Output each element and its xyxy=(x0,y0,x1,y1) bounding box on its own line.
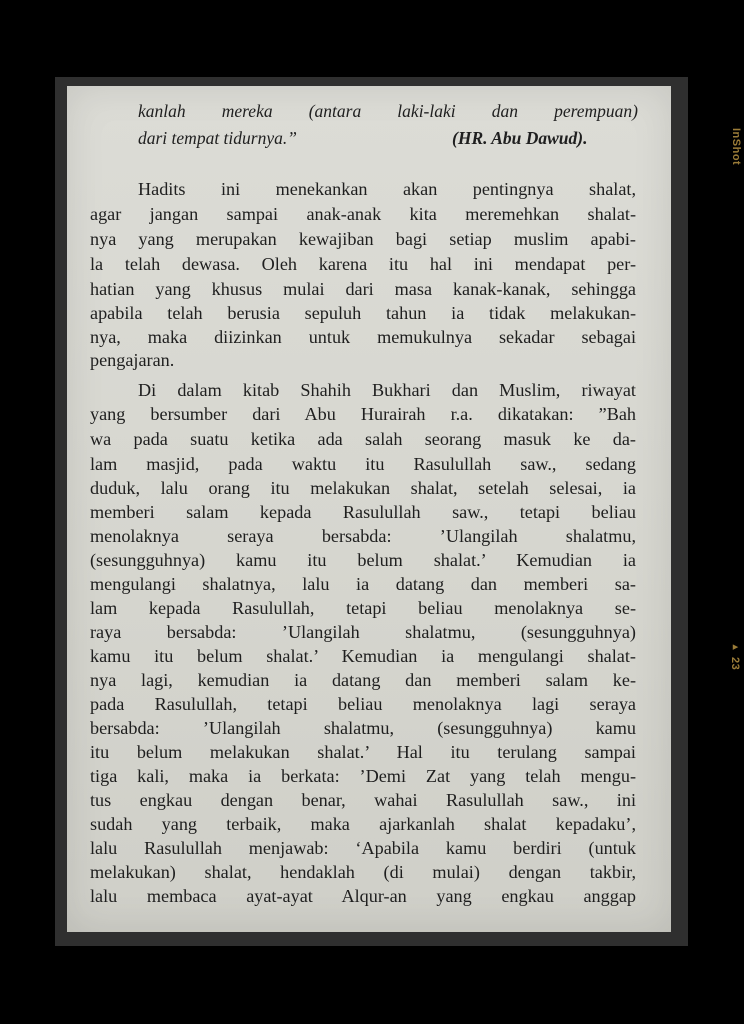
paragraph-line: itu belum melakukan shalat.’ Hal itu terulang sampai xyxy=(90,742,636,762)
paragraph-line: wa pada suatu ketika ada salah seorang masuk ke da- xyxy=(90,429,636,449)
paragraph-line: melakukan) shalat, hendaklah (di mulai) dengan takbir, xyxy=(90,862,636,882)
paragraph-line: tus engkau dengan benar, wahai Rasulullah saw., ini xyxy=(90,790,636,810)
quote-line-2: dari tempat tidurnya.” xyxy=(138,128,297,148)
paragraph-line: (sesungguhnya) kamu itu belum shalat.’ Kemudian ia xyxy=(90,550,636,570)
paragraph-line: mengulangi shalatnya, lalu ia datang dan memberi sa- xyxy=(90,574,636,594)
paragraph-line: sudah yang terbaik, maka ajarkanlah shalat kepadaku’, xyxy=(90,814,636,834)
hadith-citation: (HR. Abu Dawud). xyxy=(452,128,588,148)
paragraph-line: memberi salam kepada Rasulullah saw., tetapi beliau xyxy=(90,502,636,522)
paragraph-line: nya, maka diizinkan untuk memukulnya sekadar sebagai xyxy=(90,327,636,347)
paragraph-line: lam kepada Rasulullah, tetapi beliau menolaknya se- xyxy=(90,598,636,618)
paragraph-line: hatian yang khusus mulai dari masa kanak-kanak, sehingga xyxy=(90,279,636,299)
paragraph-line: kamu itu belum shalat.’ Kemudian ia mengulangi shalat- xyxy=(90,646,636,666)
paragraph-line: tiga kali, maka ia berkata: ’Demi Zat yang telah mengu- xyxy=(90,766,636,786)
quote-line-1: kanlah mereka (antara laki-laki dan perempuan) xyxy=(138,101,638,121)
paragraph-line: la telah dewasa. Oleh karena itu hal ini mendapat per- xyxy=(90,254,636,274)
paragraph-line: menolaknya seraya bersabda: ’Ulangilah shalatmu, xyxy=(90,526,636,546)
paragraph-line: nya yang merupakan kewajiban bagi setiap muslim apabi- xyxy=(90,229,636,249)
paragraph-line: Di dalam kitab Shahih Bukhari dan Muslim, riwayat xyxy=(138,380,636,400)
paragraph-line: lalu Rasulullah menjawab: ‘Apabila kamu berdiri (untuk xyxy=(90,838,636,858)
paragraph-line: nya lagi, kemudian ia datang dan memberi salam ke- xyxy=(90,670,636,690)
paragraph-line: pengajaran. xyxy=(90,350,175,370)
paragraph-line: agar jangan sampai anak-anak kita meremehkan shalat- xyxy=(90,204,636,224)
inshot-watermark: InShot xyxy=(730,128,742,166)
paragraph-line: pada Rasulullah, tetapi beliau menolaknya lagi seraya xyxy=(90,694,636,714)
paragraph-line: lalu membaca ayat-ayat Alqur-an yang engkau anggap xyxy=(90,886,636,906)
paragraph-line: raya bersabda: ’Ulangilah shalatmu, (sesungguhnya) xyxy=(90,622,636,642)
paragraph-line: bersabda: ’Ulangilah shalatmu, (sesungguhnya) kamu xyxy=(90,718,636,738)
page-number: ▸ 23 xyxy=(729,640,741,671)
paragraph-line: Hadits ini menekankan akan pentingnya shalat, xyxy=(138,179,636,199)
paragraph-line: duduk, lalu orang itu melakukan shalat, setelah selesai, ia xyxy=(90,478,636,498)
paragraph-line: lam masjid, pada waktu itu Rasulullah saw., sedang xyxy=(90,454,636,474)
paragraph-line: yang bersumber dari Abu Hurairah r.a. dikatakan: ”Bah xyxy=(90,404,636,424)
paragraph-line: apabila telah berusia sepuluh tahun ia tidak melakukan- xyxy=(90,303,636,323)
